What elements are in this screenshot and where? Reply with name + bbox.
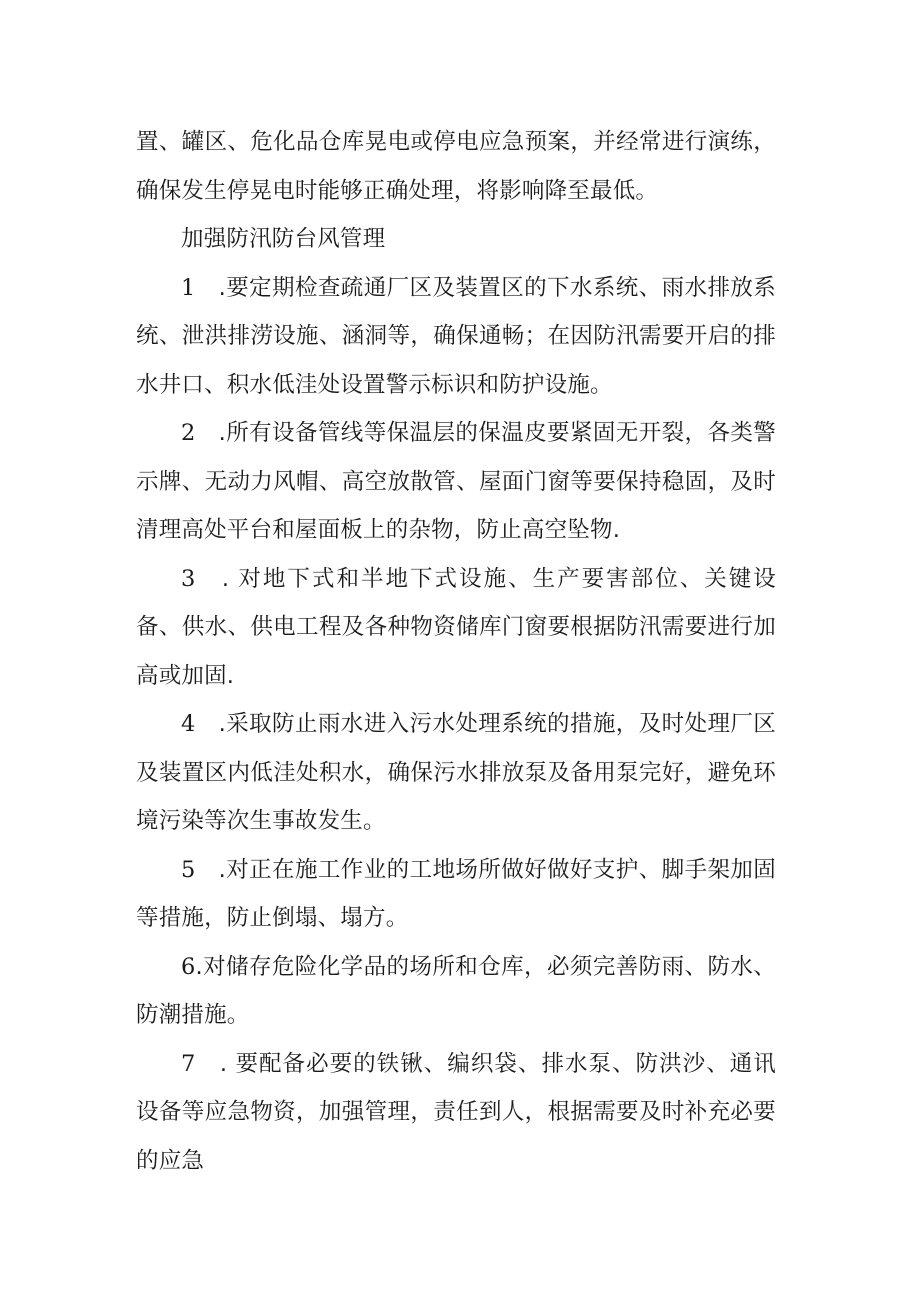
item-text: .采取防止雨水进入污水处理系统的措施，及时处理厂区及装置区内低洼处积水，确保污水排放泵及备用泵完好，避免环境污染等次生事故发生。 <box>136 711 777 834</box>
heading-text: 加强防汛防台风管理 <box>181 226 386 252</box>
item-number: 5 <box>181 856 219 883</box>
list-item-6 <box>136 943 776 1040</box>
document-body <box>136 118 776 1185</box>
section-heading <box>136 215 776 264</box>
list-item-2 <box>136 409 776 555</box>
item-text: .所有设备管线等保温层的保温皮要紧固无开裂，各类警示牌、无动力风帽、高空放散管、屋面门窗等要保持稳固，及时清理高处平台和屋面板上的杂物，防止高空坠物. <box>136 420 777 543</box>
item-text: . 对地下式和半地下式设施、生产要害部位、关键设备、供水、供电工程及各种物资储库门窗要根据防汛需要进行加高或加固. <box>136 565 776 689</box>
item-number: 1 <box>181 274 219 301</box>
item-number: 2 <box>181 420 219 446</box>
paragraph-continuation <box>136 118 776 215</box>
list-item-4 <box>136 700 776 846</box>
list-item-3 <box>136 555 776 701</box>
list-item-1 <box>136 264 776 410</box>
item-text: .对储存危险化学品的场所和仓库，必须完善防雨、防水、防潮措施。 <box>136 953 776 1028</box>
list-item-7 <box>136 1040 776 1186</box>
item-number: 4 <box>181 711 219 737</box>
list-item-5 <box>136 846 776 943</box>
item-text: . 要配备必要的铁锹、编织袋、排水泵、防洪沙、通讯设备等应急物资，加强管理，责任到人，根据需要及时补充必要的应急 <box>136 1050 777 1174</box>
item-number: 3 <box>181 565 222 592</box>
item-number: 6 <box>181 953 196 980</box>
item-text: .要定期检查疏通厂区及装置区的下水系统、雨水排放系统、泄洪排涝设施、涵洞等，确保通畅；在因防汛需要开启的排水井口、积水低洼处设置警示标识和防护设施。 <box>136 274 777 398</box>
item-number: 7 <box>181 1050 220 1077</box>
paragraph-text: 置、罐区、危化品仓库晃电或停电应急预案，并经常进行演练，确保发生停晃电时能够正确处理，将影响降至最低。 <box>136 129 776 204</box>
item-text: .对正在施工作业的工地场所做好做好支护、脚手架加固等措施，防止倒塌、塌方。 <box>136 856 777 931</box>
